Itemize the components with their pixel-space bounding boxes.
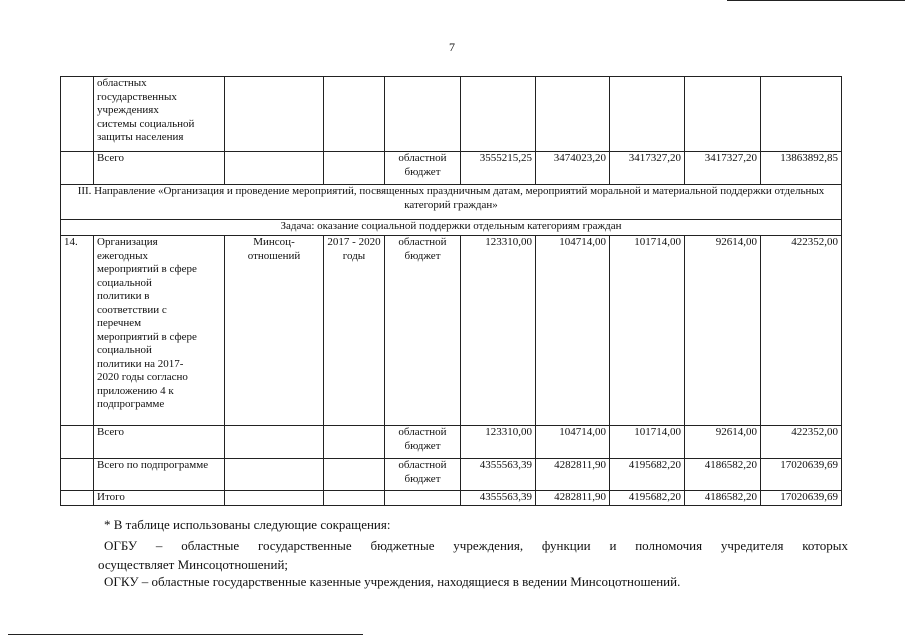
table-row-prev	[61, 77, 842, 152]
cell-value: 3417327,20	[685, 152, 761, 185]
cell-total: 13863892,85	[761, 152, 842, 185]
table-row-14	[61, 236, 842, 426]
page-number: 7	[449, 40, 455, 54]
cell-total: 422352,00	[761, 236, 842, 426]
cell-name: областных государственных учреждениях системы социальной защиты населения	[94, 77, 225, 152]
cell-value: 123310,00	[461, 426, 536, 459]
footnote-ogbu-line2: осуществляет Минсоцотношений;	[98, 557, 289, 572]
cell-value: 104714,00	[536, 236, 610, 426]
cell-total: 422352,00	[761, 426, 842, 459]
table-row-prev-total	[61, 152, 842, 185]
footnote-ogbu-line1: ОГБУ – областные государственные бюджетные учреждения, функции и полномочия учредителя которых	[104, 538, 848, 553]
cell-value: 4282811,90	[536, 459, 610, 491]
cell-total: 17020639,69	[761, 491, 842, 506]
bottom-rule	[8, 634, 363, 635]
table-row-subprogram	[61, 459, 842, 491]
cell-source: областной бюджет	[385, 459, 461, 491]
cell-executor: Минсоц-отношений	[225, 236, 324, 426]
cell-value: 123310,00	[461, 236, 536, 426]
cell-value: 4355563,39	[461, 459, 536, 491]
cell-num	[61, 77, 94, 152]
table-row-itogo	[61, 491, 842, 506]
cell-source: областной бюджет	[385, 236, 461, 426]
cell-total: 17020639,69	[761, 459, 842, 491]
cell-value: 101714,00	[610, 426, 685, 459]
cell-label: Всего по подпрограмме	[94, 459, 225, 491]
cell-value: 3417327,20	[610, 152, 685, 185]
cell-name: Организация ежегодных мероприятий в сфере социальной политики в соответствии с перечнем мероприятий в сфере социальной политики на 2017- 2020 годы согласно приложению 4 к подпрограмме	[94, 236, 225, 426]
table-row-section	[61, 185, 842, 220]
table-row-task	[61, 220, 842, 236]
section-heading: III. Направление «Организация и проведение мероприятий, посвященных праздничным датам, мероприятий моральной и материальной поддержки отдельных категорий граждан»	[61, 185, 842, 220]
cell-label: Всего	[94, 426, 225, 459]
budget-table	[60, 76, 842, 506]
footnote-ogku: ОГКУ – областные государственные казенные учреждения, находящиеся в ведении Минсоцотношений.	[104, 574, 681, 589]
cell-label: Итого	[94, 491, 225, 506]
cell-value: 4195682,20	[610, 491, 685, 506]
table-row-14-total	[61, 426, 842, 459]
cell-value: 4186582,20	[685, 491, 761, 506]
cell-num: 14.	[61, 236, 94, 426]
cell-value: 101714,00	[610, 236, 685, 426]
cell-value: 92614,00	[685, 236, 761, 426]
cell-value: 3474023,20	[536, 152, 610, 185]
top-rule	[727, 0, 905, 1]
cell-value: 104714,00	[536, 426, 610, 459]
cell-period: 2017 - 2020 годы	[324, 236, 385, 426]
cell-value: 4282811,90	[536, 491, 610, 506]
cell-value: 4186582,20	[685, 459, 761, 491]
cell-value: 4355563,39	[461, 491, 536, 506]
cell-source: областной бюджет	[385, 426, 461, 459]
footnote-ogbu	[98, 536, 848, 574]
cell-value: 92614,00	[685, 426, 761, 459]
cell-value: 3555215,25	[461, 152, 536, 185]
cell-source: областной бюджет	[385, 152, 461, 185]
footnote-intro: * В таблице использованы следующие сокращения:	[104, 517, 391, 532]
task-heading: Задача: оказание социальной поддержки отдельным категориям граждан	[61, 220, 842, 236]
cell-value: 4195682,20	[610, 459, 685, 491]
cell-label: Всего	[94, 152, 225, 185]
